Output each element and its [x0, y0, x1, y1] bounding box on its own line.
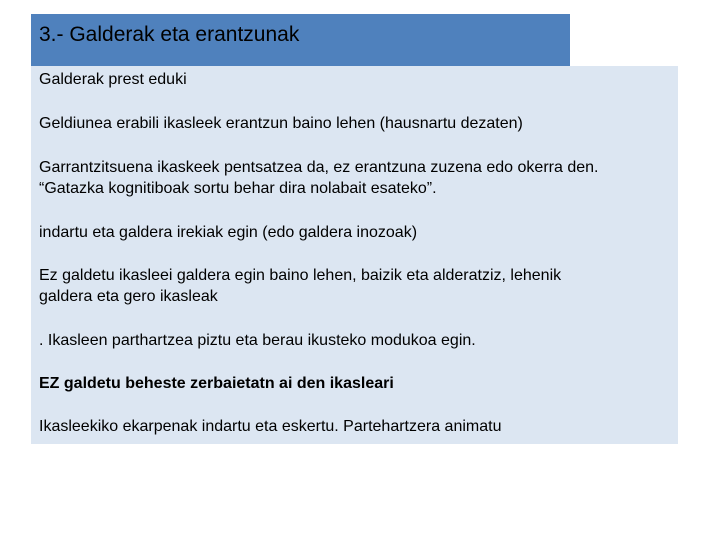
paragraph-1 — [39, 69, 672, 90]
paragraph-line: EZ galdetu beheste zerbaietatn ai den ikasleari — [39, 375, 394, 392]
paragraph-6 — [39, 330, 672, 351]
paragraph-line: Garrantzitsuena ikaskeek pentsatzea da, ez erantzuna zuzena edo okerra den. — [39, 159, 599, 176]
paragraph-4 — [39, 222, 672, 243]
paragraph-line: “Gatazka kognitiboak sortu behar dira nolabait esateko”. — [39, 180, 437, 197]
slide-title: 3.- Galderak eta erantzunak — [39, 23, 300, 46]
paragraph-2 — [39, 113, 672, 134]
content-box — [31, 66, 678, 444]
paragraph-7-bold — [39, 373, 672, 394]
paragraph-line: . Ikasleen parthartzea piztu eta berau ikusteko modukoa egin. — [39, 332, 476, 349]
paragraph-line: galdera eta gero ikasleak — [39, 288, 218, 305]
paragraph-3 — [39, 157, 672, 199]
title-bar — [31, 14, 570, 66]
paragraph-8 — [39, 416, 672, 437]
paragraph-line: Ikasleekiko ekarpenak indartu eta eskertu. Partehartzera animatu — [39, 418, 502, 435]
paragraph-5 — [39, 265, 672, 307]
paragraph-line: Ez galdetu ikasleei galdera egin baino lehen, baizik eta alderatziz, lehenik — [39, 267, 562, 284]
paragraph-line: Galderak prest eduki — [39, 71, 187, 88]
paragraph-line: indartu eta galdera irekiak egin (edo galdera inozoak) — [39, 224, 418, 241]
paragraph-line: Geldiunea erabili ikasleek erantzun baino lehen (hausnartu dezaten) — [39, 115, 523, 132]
